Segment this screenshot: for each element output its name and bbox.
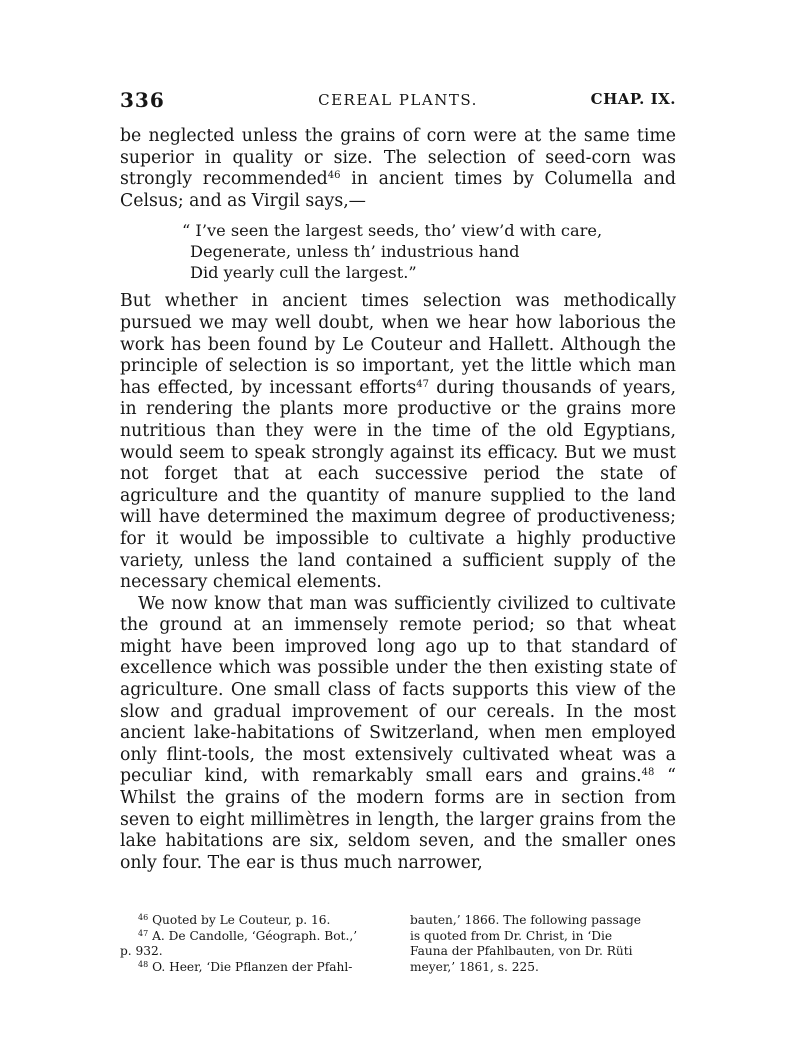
footnotes-right-column xyxy=(410,913,676,975)
footnote-48-number: 48 xyxy=(138,959,149,969)
virgil-quote xyxy=(182,220,676,283)
footnote-ref-46: 46 xyxy=(327,170,341,182)
running-title: CEREAL PLANTS. xyxy=(318,91,478,109)
quote-line-3: Did yearly cull the largest.” xyxy=(190,263,417,283)
paragraph-1-text-b: in ancient times by Columella and Celsus; and as Virgil says,— xyxy=(120,169,676,211)
footnote-47-text: A. De Candolle, ‘Géograph. Bot.,’ xyxy=(152,928,358,943)
footnote-47-number: 47 xyxy=(138,928,149,938)
paragraph-2-text-a: But whether in ancient times selection was methodically pursued we may well doubt, when we hear how laborious the work has been found by Le Couteur and Hallett. Although the principle of selection is so important, yet the little which man has effected, by incessant efforts xyxy=(120,291,676,398)
paragraph-3 xyxy=(120,594,676,875)
paragraph-2-text-b: during thousands of years, in rendering the plants more productive or the grains more nutritious than they were in the time of the old Egyptians, would seem to speak strongly against its efficacy. But we must not forget that at each successive period the state of agriculture and the quantity of manure supplied to the land will have determined the maximum degree of productiveness; for it would be impossible to cultivate a highly productive variety, unless the land contained a sufficient supply of the necessary chemical elements. xyxy=(120,377,676,593)
running-header xyxy=(120,88,676,118)
footnote-48-line-5: meyer,’ 1861, s. 225. xyxy=(410,959,539,974)
footnote-47 xyxy=(120,929,402,945)
paragraph-1-text-a: be neglected unless the grains of corn were at the same time superior in quality or size. The selection of seed-corn was strongly recommended xyxy=(120,126,676,190)
footnote-48-text: O. Heer, ‘Die Pflanzen der Pfahl- xyxy=(152,959,353,974)
quote-line-1: “ I’ve seen the largest seeds, tho’ view’d with care, xyxy=(182,221,603,241)
footnote-48-line-4: Fauna der Pfahlbauten, von Dr. Rüti xyxy=(410,944,633,958)
footnote-46-text: Quoted by Le Couteur, p. 16. xyxy=(152,913,331,927)
paragraph-1 xyxy=(120,126,676,212)
page-number: 336 xyxy=(120,88,165,112)
footnote-48-line-3: is quoted from Dr. Christ, in ‘Die xyxy=(410,928,613,943)
footnote-46 xyxy=(120,913,402,929)
paragraph-2 xyxy=(120,291,676,593)
paragraph-3-text-b: “ Whilst the grains of the modern forms are in section from seven to eight millimètres in length, the larger grains from the lake habitations are six, seldom seven, and the smaller ones only four. The ear is thus much narrower, xyxy=(120,766,676,873)
footnote-47-continuation: p. 932. xyxy=(120,944,163,958)
footnote-46-number: 46 xyxy=(138,913,149,922)
chapter-label: CHAP. IX. xyxy=(590,90,676,108)
footnote-48 xyxy=(120,960,402,976)
footnote-48-line-2: bauten,’ 1866. The following passage xyxy=(410,913,642,927)
footnotes-left-column xyxy=(120,913,402,975)
footnote-ref-47: 47 xyxy=(416,378,429,390)
footnote-ref-48: 48 xyxy=(641,767,655,779)
body-text xyxy=(120,126,676,874)
quote-line-2: Degenerate, unless th’ industrious hand xyxy=(190,242,520,262)
paragraph-3-text-a: We now know that man was sufficiently civilized to cultivate the ground at an immensely remote period; so that wheat might have been improved long ago up to that standard of excellence which was possible under the then existing state of agriculture. One small class of facts supports this view of the slow and gradual improvement of our cereals. In the most ancient lake-habitations of Switzerland, when men employed only flint-tools, the most extensively cultivated wheat was a peculiar kind, with remarkably small ears and grains. xyxy=(120,593,676,787)
